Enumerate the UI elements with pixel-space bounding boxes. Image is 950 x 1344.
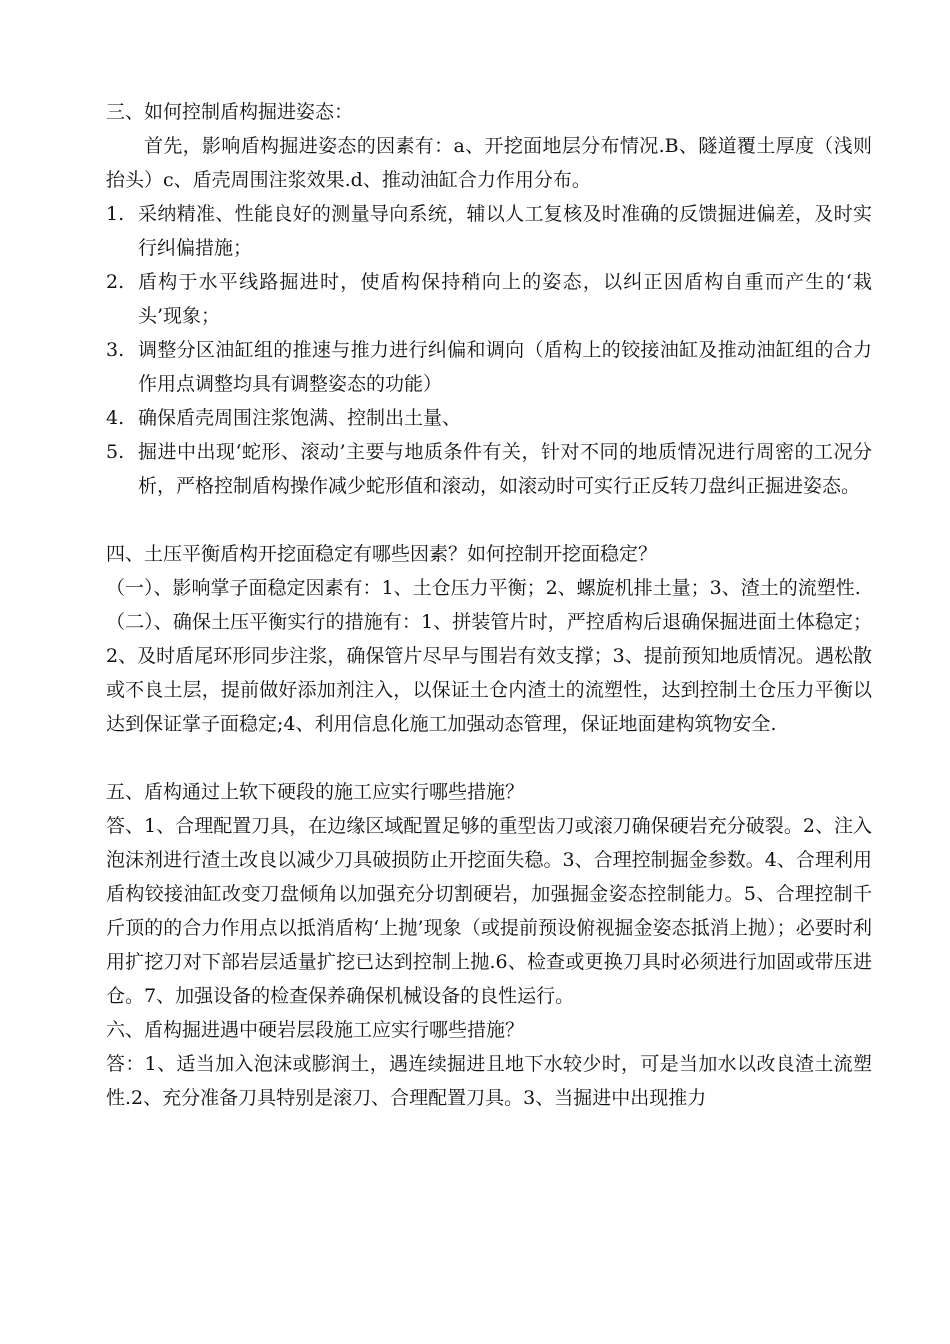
section-5-heading: 五、盾构通过上软下硬段的施工应实行哪些措施？ — [106, 781, 525, 803]
list-item — [106, 435, 872, 503]
list-item — [106, 197, 872, 265]
section-5-answer: 答、1、合理配置刀具，在边缘区域配置足够的重型齿刀或滚刀确保硬岩充分破裂。2、注入泡沫剂进行渣土改良以减少刀具破损防止开挖面失稳。3、合理控制掘金参数。4、合理利用盾构铰接油缸改变刀盘倾角以加强充分切割硬岩，加强掘金姿态控制能力。5、合理控制千斤顶的的合力作用点以抵消盾构‘上抛’现象（或提前预设俯视掘金姿态抵消上抛）；必要时利用扩挖刀对下部岩层适量扩挖已达到控制上抛.6、检查或更换刀具时必须进行加固或带压进仓。7、加强设备的检查保养确保机械设备的良性运行。 — [106, 815, 872, 1007]
list-item — [106, 333, 872, 401]
list-item-text: 确保盾壳周围注浆饱满、控制出土量、 — [138, 407, 462, 429]
list-item — [106, 265, 872, 333]
list-item-text: 调整分区油缸组的推速与推力进行纠偏和调向（盾构上的铰接油缸及推动油缸组的合力作用点调整均具有调整姿态的功能） — [138, 339, 872, 395]
list-item-number: 4. — [106, 407, 125, 429]
section-3-intro: 首先，影响盾构掘进姿态的因素有：a、开挖面地层分布情况.B、隧道覆土厚度（浅则抬头）c、盾壳周围注浆效果.d、推动油缸合力作用分布。 — [106, 135, 872, 191]
list-item — [106, 401, 872, 435]
list-item-number: 1. — [106, 203, 125, 225]
list-item-number: 5. — [106, 441, 125, 463]
document-body — [106, 95, 872, 1115]
paragraph-gap — [106, 503, 872, 537]
section-6-heading: 六、盾构掘进遇中硬岩层段施工应实行哪些措施？ — [106, 1019, 525, 1041]
section-4-paragraph-1: （一）、影响掌子面稳定因素有：1、土仓压力平衡；2、螺旋机排土量；3、渣土的流塑性. — [106, 577, 861, 599]
list-item-text: 盾构于水平线路掘进时，使盾构保持稍向上的姿态，以纠正因盾构自重而产生的‘栽头’现象； — [138, 271, 872, 327]
section-3-heading: 三、如何控制盾构掘进姿态： — [106, 101, 354, 123]
list-item-text: 采纳精准、性能良好的测量导向系统，辅以人工复核及时准确的反馈掘进偏差，及时实行纠偏措施； — [138, 203, 872, 259]
section-6-answer: 答：1、适当加入泡沫或膨润土，遇连续掘进且地下水较少时，可是当加水以改良渣土流塑性.2、充分准备刀具特别是滚刀、合理配置刀具。3、当掘进中出现推力 — [106, 1053, 872, 1109]
list-item-number: 3. — [106, 339, 125, 361]
section-4-paragraph-2: （二）、确保土压平衡实行的措施有：1、拼装管片时，严控盾构后退确保掘进面土体稳定；2、及时盾尾环形同步注浆，确保管片尽早与围岩有效支撑；3、提前预知地质情况。遇松散或不良土层，提前做好添加剂注入，以保证土仓内渣土的流塑性，达到控制土仓压力平衡以达到保证掌子面稳定;4、利用信息化施工加强动态管理，保证地面建构筑物安全. — [106, 611, 872, 735]
section-4-heading: 四、土压平衡盾构开挖面稳定有哪些因素？如何控制开挖面稳定？ — [106, 543, 658, 565]
paragraph-gap — [106, 741, 872, 775]
list-item-text: 掘进中出现‘蛇形、滚动’主要与地质条件有关，针对不同的地质情况进行周密的工况分析，严格控制盾构操作减少蛇形值和滚动，如滚动时可实行正反转刀盘纠正掘进姿态。 — [138, 441, 872, 497]
list-item-number: 2. — [106, 271, 125, 293]
